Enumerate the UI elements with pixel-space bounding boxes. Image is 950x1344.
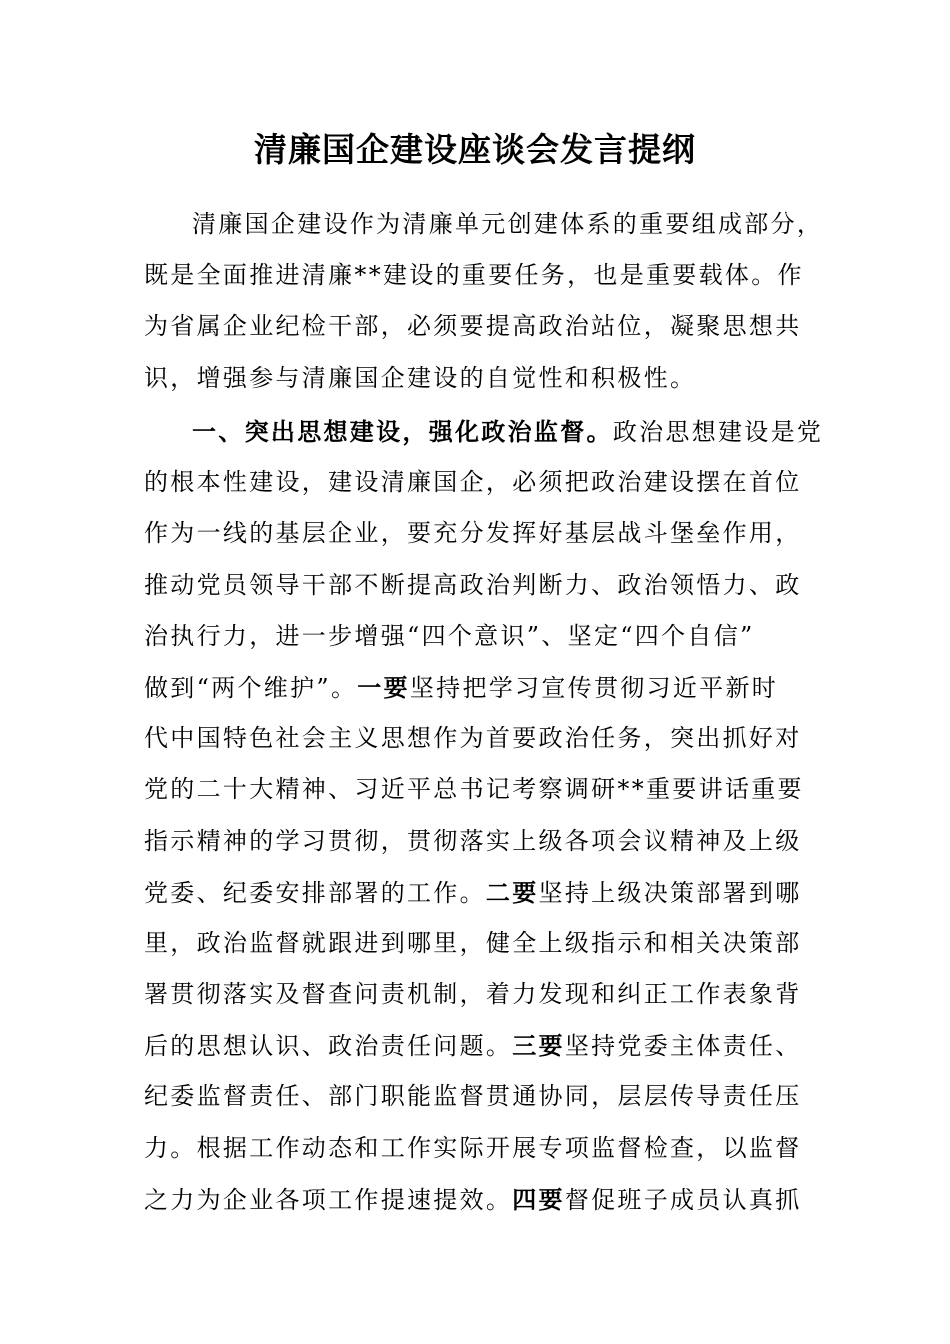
section-one-paragraph	[144, 406, 824, 1225]
text-run: 坚持上级决策部署到哪	[538, 878, 802, 907]
text-line: 署贯彻落实及督查问责机制，着力发现和纠正工作表象背	[144, 980, 802, 1009]
text-run: 后的思想认识、政治责任问题。	[144, 1032, 513, 1061]
text-line	[144, 1174, 808, 1225]
text-line	[144, 867, 808, 918]
text-line: 纪委监督责任、部门职能监督贯通协同，层层传导责任压	[144, 1082, 802, 1111]
text-line: 清廉国企建设作为清廉单元创建体系的重要组成部分，	[192, 210, 824, 238]
text-line: 为省属企业纪检干部，必须要提高政治站位，凝聚思想共	[144, 312, 802, 341]
text-line: 指示精神的学习贯彻，贯彻落实上级各项会议精神及上级	[144, 826, 802, 855]
text-run: 坚持把学习宣传贯彻习近平新时	[409, 673, 779, 702]
text-line: 的根本性建设，建设清廉国企，必须把政治建设摆在首位	[144, 468, 802, 497]
text-run: 之力为企业各项工作提速提效。	[144, 1185, 513, 1214]
text-line: 推动党员领导干部不断提高政治判断力、政治领悟力、政	[144, 570, 802, 599]
text-line	[144, 406, 824, 457]
document-title: 清廉国企建设座谈会发言提纲	[254, 130, 696, 169]
text-line: 力。根据工作动态和工作实际开展专项监督检查，以监督	[144, 1133, 802, 1162]
intro-paragraph	[144, 199, 824, 404]
requirement-label: 三要	[512, 1031, 565, 1061]
requirement-label: 一要	[357, 672, 410, 702]
text-run: 政治思想建设是党	[612, 418, 824, 446]
text-line: 识，增强参与清廉国企建设的自觉性和积极性。	[144, 363, 697, 392]
section-heading: 一、突出思想建设，强化政治监督。	[192, 417, 613, 446]
text-line	[144, 1020, 808, 1071]
text-run: 做到“两个维护”。	[144, 673, 358, 702]
requirement-label: 二要	[485, 877, 539, 907]
text-line	[144, 662, 808, 713]
text-run: 党委、纪委安排部署的工作。	[144, 878, 486, 907]
text-line: 治执行力，进一步增强“四个意识”、坚定“四个自信”	[144, 621, 755, 650]
text-line: 党的二十大精神、习近平总书记考察调研**重要讲话重要	[144, 775, 804, 804]
text-run: 坚持党委主体责任、	[564, 1032, 802, 1061]
requirement-label: 四要	[512, 1184, 565, 1214]
text-line: 代中国特色社会主义思想作为首要政治任务，突出抓好对	[144, 724, 802, 753]
text-line: 里，政治监督就跟进到哪里，健全上级指示和相关决策部	[144, 928, 802, 957]
text-line: 作为一线的基层企业，要充分发挥好基层战斗堡垒作用，	[144, 519, 802, 548]
text-run: 督促班子成员认真抓	[564, 1185, 802, 1214]
text-line: 既是全面推进清廉**建设的重要任务，也是重要载体。作	[144, 261, 804, 290]
